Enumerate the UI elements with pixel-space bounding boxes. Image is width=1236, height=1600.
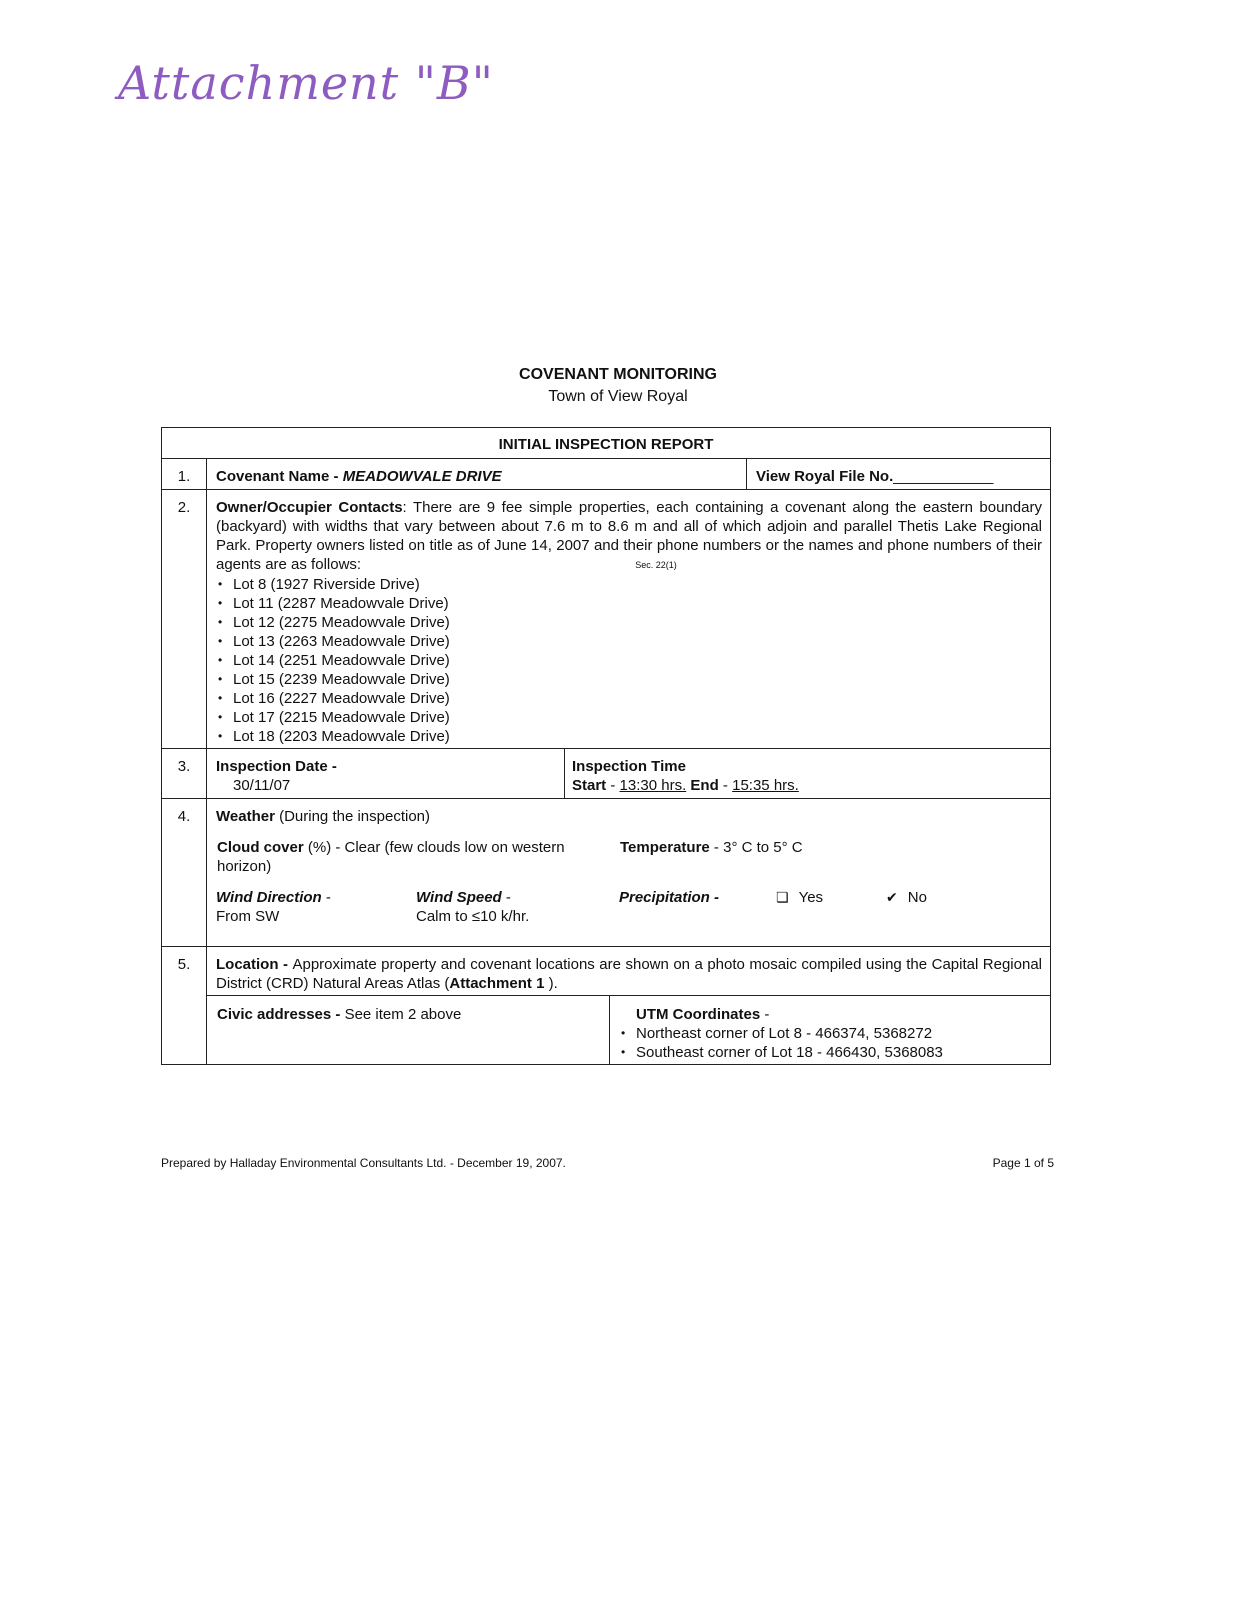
weather-label: Weather	[216, 807, 275, 825]
end-dash: -	[718, 776, 733, 794]
row-number: 1.	[162, 459, 207, 490]
precipitation-label: Precipitation -	[619, 888, 720, 906]
location-cell	[207, 946, 1051, 995]
list-item: • Lot 17 (2215 Meadowvale Drive)	[216, 708, 1042, 727]
covenant-name-value: MEADOWVALE DRIVE	[342, 468, 502, 485]
civic-addresses-value: See item 2 above	[344, 1005, 462, 1023]
weather-row	[162, 798, 1051, 946]
section-note: Sec. 22(1)	[635, 559, 677, 570]
list-item: • Lot 11 (2287 Meadowvale Drive)	[216, 594, 1042, 613]
row-number: 5.	[162, 946, 207, 1064]
owner-contacts-text: : There are 9 fee simple properties, each containing a covenant along the eastern boundary (backyard) with widths that vary between about 7.6 m to 8.6 m and all of which adjoin and parallel Thetis Lake Regional Park. Property owners listed on title as of June 14, 2007 and their phone numbers or the names and phone numbers of their agents are as follows:	[216, 499, 1042, 573]
list-item: • Lot 14 (2251 Meadowvale Drive)	[216, 651, 1042, 670]
list-item: • Lot 15 (2239 Meadowvale Drive)	[216, 670, 1042, 689]
start-time-value: 13:30 hrs.	[619, 776, 687, 794]
covenant-name-cell	[207, 459, 747, 489]
weather-note: (During the inspection)	[274, 807, 430, 825]
file-number-cell	[747, 459, 1001, 489]
lot-list	[216, 575, 1042, 746]
row-number: 2.	[162, 490, 207, 749]
document-title: COVENANT MONITORING	[519, 366, 717, 383]
start-dash: -	[606, 776, 620, 794]
temperature-value: - 3° C to 5° C	[709, 838, 803, 856]
list-item: • Lot 18 (2203 Meadowvale Drive)	[216, 727, 1042, 746]
list-item: • Northeast corner of Lot 8 - 466374, 5368272	[619, 1024, 943, 1043]
end-label: End	[690, 776, 719, 794]
inspection-date-value: 30/11/07	[233, 776, 291, 794]
yes-label: Yes	[798, 888, 824, 906]
end-time-value: 15:35 hrs.	[732, 776, 799, 794]
footer-prepared-by: Prepared by Halladay Environmental Consultants Ltd. - December 19, 2007.	[161, 1156, 566, 1170]
inspection-date-label: Inspection Date -	[216, 757, 337, 775]
owner-contacts-row	[162, 490, 1051, 749]
cloud-cover-label: Cloud cover	[217, 838, 304, 856]
report-header-row	[162, 428, 1051, 459]
civic-addresses-cell	[207, 996, 610, 1064]
owner-contacts-cell	[207, 490, 1051, 749]
inspection-report-table	[161, 427, 1051, 1065]
location-row	[162, 946, 1051, 995]
utm-list	[619, 1024, 943, 1062]
wind-direction	[216, 888, 416, 926]
covenant-name-row	[162, 459, 1051, 490]
list-item: • Lot 8 (1927 Riverside Drive)	[216, 575, 1042, 594]
civic-addresses-label: Civic addresses -	[217, 1005, 345, 1023]
empty-checkbox-icon: ❏	[776, 888, 789, 905]
list-item: • Lot 13 (2263 Meadowvale Drive)	[216, 632, 1042, 651]
precipitation	[619, 888, 776, 926]
addresses-row	[162, 995, 1051, 1064]
row-number: 3.	[162, 748, 207, 798]
wind-direction-value: From SW	[216, 907, 280, 925]
utm-dash: -	[760, 1005, 770, 1023]
covenant-name-label: Covenant Name -	[216, 468, 343, 485]
weather-cell	[207, 798, 1051, 946]
temperature	[597, 838, 803, 876]
list-item: • Southeast corner of Lot 18 - 466430, 5368083	[619, 1043, 943, 1062]
inspection-date-cell	[207, 749, 565, 798]
row-number: 4.	[162, 798, 207, 946]
utm-coordinates-cell	[610, 996, 951, 1064]
owner-contacts-label: Owner/Occupier Contacts	[216, 499, 403, 516]
wind-direction-dash: -	[321, 888, 331, 906]
footer-page-number: Page 1 of 5	[992, 1156, 1054, 1170]
wind-speed	[416, 888, 619, 926]
temperature-label: Temperature	[620, 838, 710, 856]
report-header: INITIAL INSPECTION REPORT	[162, 428, 1051, 459]
checkmark-icon: ✔	[886, 888, 898, 905]
no-label: No	[907, 888, 927, 906]
inspection-time-cell	[565, 749, 807, 798]
start-label: Start	[572, 776, 607, 794]
inspection-time-label: Inspection Time	[572, 757, 686, 775]
precipitation-yes	[776, 888, 886, 926]
location-end: ).	[544, 974, 558, 992]
file-number-label: View Royal File No.	[756, 468, 894, 485]
file-number-blank: ____________	[893, 468, 994, 485]
utm-coordinates-label: UTM Coordinates	[636, 1005, 761, 1023]
location-text: Approximate property and covenant locations are shown on a photo mosaic compiled using the Capital Regional District (CRD) Natural Areas Atlas (	[216, 955, 1043, 992]
wind-speed-value: Calm to ≤10 k/hr.	[416, 907, 530, 925]
list-item: • Lot 16 (2227 Meadowvale Drive)	[216, 689, 1042, 708]
wind-speed-label: Wind Speed	[416, 888, 502, 906]
document-subtitle: Town of View Royal	[548, 388, 688, 405]
wind-direction-label: Wind Direction	[216, 888, 322, 906]
cloud-cover	[216, 838, 597, 876]
handwritten-attachment-note: Attachment "B"	[118, 56, 494, 110]
inspection-date-row	[162, 748, 1051, 798]
precipitation-no	[886, 888, 1042, 926]
list-item: • Lot 12 (2275 Meadowvale Drive)	[216, 613, 1042, 632]
location-label: Location -	[216, 955, 293, 973]
wind-speed-dash: -	[501, 888, 511, 906]
attachment-reference: Attachment 1	[449, 974, 545, 992]
cloud-cover-value: (%) - Clear (few clouds low on western horizon)	[217, 838, 565, 875]
